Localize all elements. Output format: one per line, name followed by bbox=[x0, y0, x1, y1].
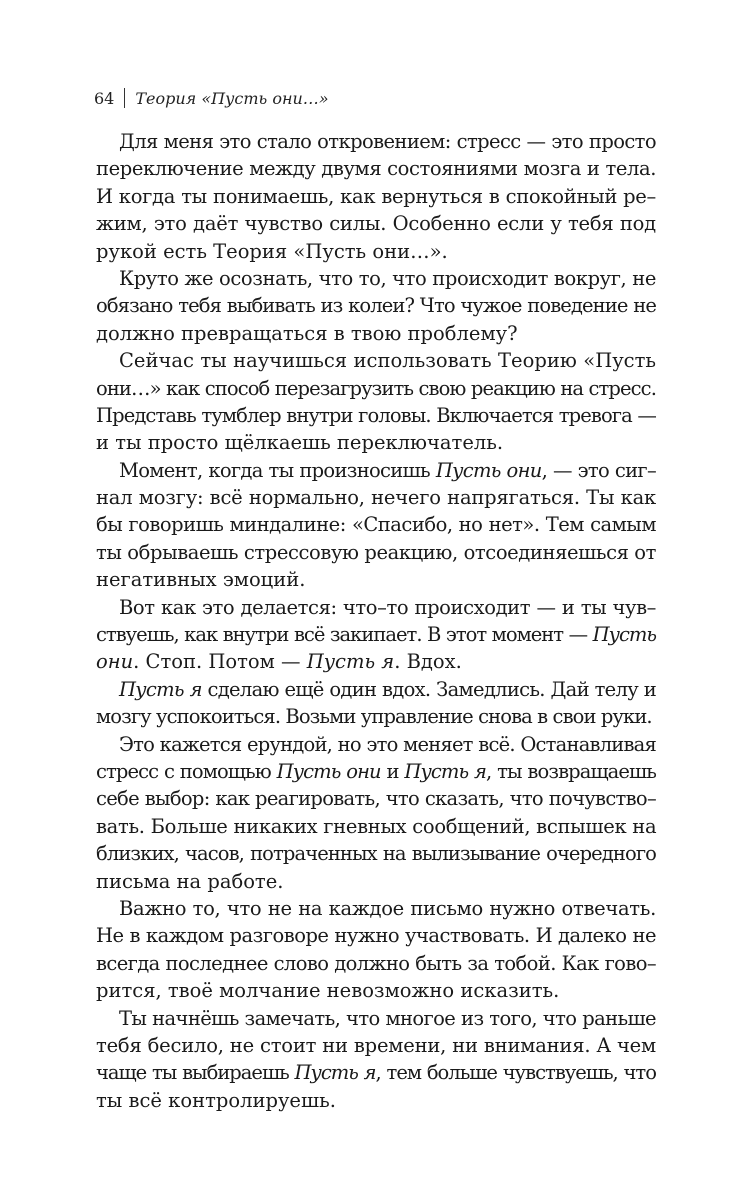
text-run: письма на работе. bbox=[96, 869, 284, 893]
text-run: и bbox=[380, 759, 405, 783]
paragraph bbox=[96, 731, 656, 895]
text-line bbox=[96, 320, 656, 347]
text-line bbox=[96, 676, 656, 703]
text-run: ты всё контролируешь. bbox=[96, 1088, 336, 1112]
text-line bbox=[96, 238, 656, 265]
text-line bbox=[96, 183, 656, 210]
text-line bbox=[96, 429, 656, 456]
running-head bbox=[94, 86, 329, 110]
text-line bbox=[96, 484, 656, 511]
text-run: Это кажется ерундой, но это меняет всё. Останавливая bbox=[119, 732, 656, 756]
text-run: ствуешь, как внутри всё закипает. В этот момент — bbox=[96, 623, 593, 647]
running-title: Теория «Пусть они…» bbox=[135, 88, 329, 108]
italic-phrase: они bbox=[96, 650, 134, 674]
text-run: они…» как способ перезагрузить свою реакцию на стресс. bbox=[96, 376, 656, 400]
text-run: . Стоп. Потом — bbox=[133, 650, 307, 674]
paragraph bbox=[96, 676, 656, 731]
text-line bbox=[96, 977, 656, 1004]
paragraph bbox=[96, 128, 656, 265]
italic-phrase: Пусть я bbox=[294, 1061, 376, 1085]
text-run: и ты просто щёлкаешь переключатель. bbox=[96, 431, 504, 455]
text-run: обязано тебя выбивать из колеи? Что чужое поведение не bbox=[96, 294, 656, 318]
text-line bbox=[96, 840, 656, 867]
text-run: Момент, когда ты произносишь bbox=[119, 458, 436, 482]
italic-phrase: Пусть я bbox=[119, 677, 202, 701]
text-run: мозгу успокоиться. Возьми управление снова в свои руки. bbox=[96, 705, 652, 729]
text-line bbox=[96, 594, 656, 621]
text-run: должно превращаться в твою проблему? bbox=[96, 321, 518, 345]
text-line bbox=[96, 1059, 656, 1086]
text-run: , тем больше чувствуешь, что bbox=[375, 1061, 656, 1085]
text-run: вать. Больше никаких гневных сообщений, вспышек на bbox=[96, 814, 657, 838]
text-run: негативных эмоций. bbox=[96, 568, 306, 592]
text-run: рится, твоё молчание невозможно исказить. bbox=[96, 979, 560, 1003]
text-run: , — это сиг– bbox=[541, 458, 656, 482]
text-line bbox=[96, 210, 656, 237]
text-run: Для меня это стало откровением: стресс — это просто bbox=[119, 130, 656, 153]
text-line bbox=[96, 1032, 656, 1059]
text-run: Сейчас ты научишься использовать Теорию «Пусть bbox=[119, 349, 656, 373]
text-line bbox=[96, 1005, 656, 1032]
text-line bbox=[96, 731, 656, 758]
page-number: 64 bbox=[94, 88, 115, 108]
text-line bbox=[96, 128, 656, 155]
paragraph bbox=[96, 895, 656, 1005]
text-line bbox=[96, 292, 656, 319]
text-run: чаще ты выбираешь bbox=[96, 1061, 295, 1085]
paragraph bbox=[96, 347, 656, 457]
body-text bbox=[96, 128, 656, 1114]
text-run: стресс с помощью bbox=[96, 759, 277, 783]
text-run: сделаю ещё один вдох. Замедлись. Дай телу и bbox=[201, 677, 657, 701]
text-line bbox=[96, 566, 656, 593]
text-line bbox=[96, 813, 656, 840]
text-run: бы говоришь миндалине: «Спасибо, но нет». Тем самым bbox=[96, 513, 656, 537]
italic-phrase: Пусть я bbox=[306, 650, 395, 674]
text-line bbox=[96, 265, 656, 292]
text-line bbox=[96, 457, 656, 484]
paragraph bbox=[96, 594, 656, 676]
text-run: себе выбор: как реагировать, что сказать, что почувство– bbox=[96, 787, 656, 811]
text-run: переключение между двумя состояниями мозга и тела. bbox=[96, 157, 656, 181]
text-line bbox=[96, 868, 656, 895]
italic-phrase: Пусть bbox=[592, 623, 656, 647]
text-run: тебя бесило, не стоит ни времени, ни внимания. А чем bbox=[96, 1033, 656, 1057]
header-divider bbox=[124, 88, 125, 108]
text-run: Ты начнёшь замечать, что многое из того, что раньше bbox=[119, 1006, 656, 1030]
text-run: , ты возвращаешь bbox=[486, 759, 656, 783]
text-run: жим, это даёт чувство силы. Особенно если у тебя под bbox=[96, 212, 656, 236]
text-line bbox=[96, 402, 656, 429]
text-line bbox=[96, 758, 656, 785]
italic-phrase: Пусть они bbox=[276, 759, 381, 783]
text-run: Представь тумблер внутри головы. Включается тревога — bbox=[96, 403, 656, 427]
text-line bbox=[96, 1087, 656, 1114]
text-line bbox=[96, 922, 656, 949]
text-run: Вот как это делается: что–то происходит — и ты чув– bbox=[119, 595, 656, 619]
text-line bbox=[96, 648, 656, 675]
italic-phrase: Пусть я bbox=[404, 759, 487, 783]
text-line bbox=[96, 950, 656, 977]
text-run: всегда последнее слово должно быть за тобой. Как гово– bbox=[96, 951, 656, 975]
text-run: рукой есть Теория «Пусть они…». bbox=[96, 239, 448, 263]
text-run: И когда ты понимаешь, как вернуться в спокойный ре– bbox=[96, 184, 656, 208]
text-run: . Вдох. bbox=[394, 650, 462, 674]
text-line bbox=[96, 621, 656, 648]
text-line bbox=[96, 375, 656, 402]
text-line bbox=[96, 511, 656, 538]
text-line bbox=[96, 703, 656, 730]
text-run: Не в каждом разговоре нужно участвовать. И далеко не bbox=[96, 924, 656, 948]
text-run: Круто же осознать, что то, что происходит вокруг, не bbox=[119, 266, 656, 290]
text-run: Важно то, что не на каждое письмо нужно отвечать. bbox=[119, 896, 656, 920]
text-run: ты обрываешь стрессовую реакцию, отсоединяешься от bbox=[96, 540, 657, 564]
paragraph bbox=[96, 457, 656, 594]
text-line bbox=[96, 539, 656, 566]
text-run: нал мозгу: всё нормально, нечего напрягаться. Ты как bbox=[96, 486, 656, 510]
paragraph bbox=[96, 265, 656, 347]
paragraph bbox=[96, 1005, 656, 1115]
text-line bbox=[96, 347, 656, 374]
text-line bbox=[96, 785, 656, 812]
text-line bbox=[96, 895, 656, 922]
italic-phrase: Пусть они bbox=[435, 458, 542, 482]
text-run: близких, часов, потраченных на вылизывание очередного bbox=[96, 842, 656, 866]
text-line bbox=[96, 155, 656, 182]
